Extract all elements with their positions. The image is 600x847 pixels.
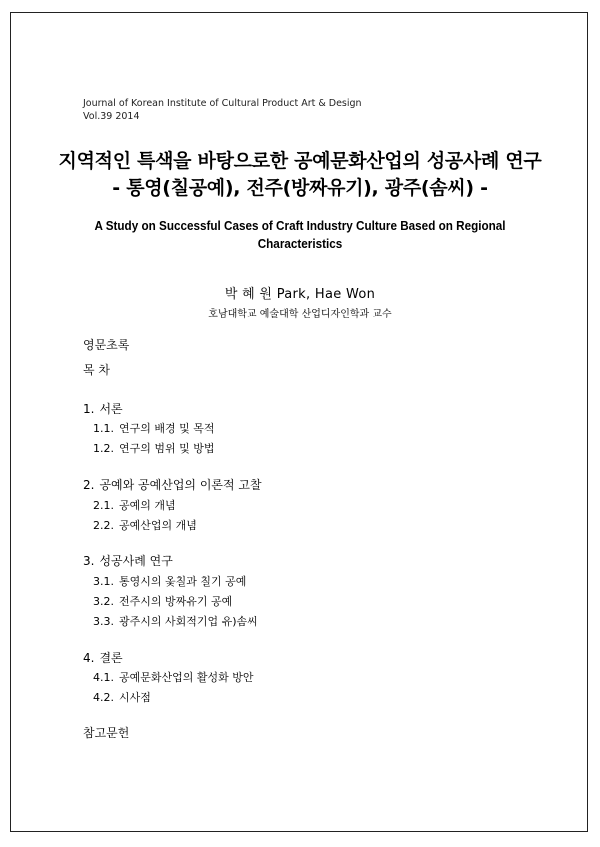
toc-subsection-3-2 <box>93 593 232 609</box>
abstract-label: 영문초록 <box>83 338 130 352</box>
english-title-line1: A Study on Successful Cases of Craft Industry Culture Based on Regional <box>94 218 506 233</box>
section-number: 2. <box>83 478 95 492</box>
english-title-line2: Characteristics <box>257 236 343 251</box>
subsection-title: 연구의 범위 및 방법 <box>119 442 215 455</box>
section-number: 1. <box>83 402 95 416</box>
subsection-title: 시사점 <box>119 691 151 704</box>
subsection-number: 1.2. <box>93 442 114 455</box>
author-name: 박 혜 원 Park, Hae Won <box>224 287 376 302</box>
journal-volume: Vol.39 2014 <box>83 111 140 122</box>
journal-name: Journal of Korean Institute of Cultural Product Art & Design <box>83 98 362 109</box>
subsection-title: 공예문화산업의 활성화 방안 <box>119 671 254 684</box>
toc-section-3 <box>83 552 173 569</box>
toc-subsection-3-3 <box>93 613 258 629</box>
section-title: 결론 <box>99 651 123 665</box>
toc-subsection-1-1 <box>93 420 215 436</box>
section-number: 4. <box>83 651 95 665</box>
korean-title-line2: - 통영(칠공예), 전주(방짜유기), 광주(솜씨) - <box>112 177 488 199</box>
toc-subsection-2-2 <box>93 517 197 533</box>
toc-subsection-3-1 <box>93 573 246 589</box>
toc-subsection-2-1 <box>93 497 176 513</box>
author-affiliation: 호남대학교 예술대학 산업디자인학과 교수 <box>208 309 392 320</box>
section-title: 공예와 공예산업의 이론적 고찰 <box>99 478 262 492</box>
references-label: 참고문헌 <box>83 726 130 740</box>
contents-label: 목 차 <box>83 363 110 377</box>
toc-subsection-1-2 <box>93 440 215 456</box>
journal-header <box>83 97 362 123</box>
korean-title <box>40 148 560 202</box>
section-number: 3. <box>83 554 95 568</box>
toc-section-4 <box>83 649 123 666</box>
section-title: 성공사례 연구 <box>99 554 173 568</box>
section-title: 서론 <box>99 402 123 416</box>
subsection-number: 4.1. <box>93 671 114 684</box>
toc-subsection-4-2 <box>93 689 151 705</box>
subsection-title: 공예의 개념 <box>119 499 176 512</box>
subsection-number: 3.3. <box>93 615 114 628</box>
toc-subsection-4-1 <box>93 669 254 685</box>
subsection-title: 광주시의 사회적기업 유)솜씨 <box>119 615 258 628</box>
subsection-title: 공예산업의 개념 <box>119 519 197 532</box>
korean-title-line1: 지역적인 특색을 바탕으로한 공예문화산업의 성공사례 연구 <box>58 150 542 172</box>
subsection-number: 1.1. <box>93 422 114 435</box>
toc-section-1 <box>83 400 123 417</box>
toc-section-2 <box>83 476 262 493</box>
subsection-title: 연구의 배경 및 목적 <box>119 422 215 435</box>
subsection-number: 3.2. <box>93 595 114 608</box>
subsection-number: 2.1. <box>93 499 114 512</box>
subsection-number: 3.1. <box>93 575 114 588</box>
subsection-title: 통영시의 옻칠과 칠기 공예 <box>119 575 247 588</box>
subsection-title: 전주시의 방짜유기 공예 <box>119 595 233 608</box>
subsection-number: 2.2. <box>93 519 114 532</box>
english-title <box>84 217 516 253</box>
subsection-number: 4.2. <box>93 691 114 704</box>
